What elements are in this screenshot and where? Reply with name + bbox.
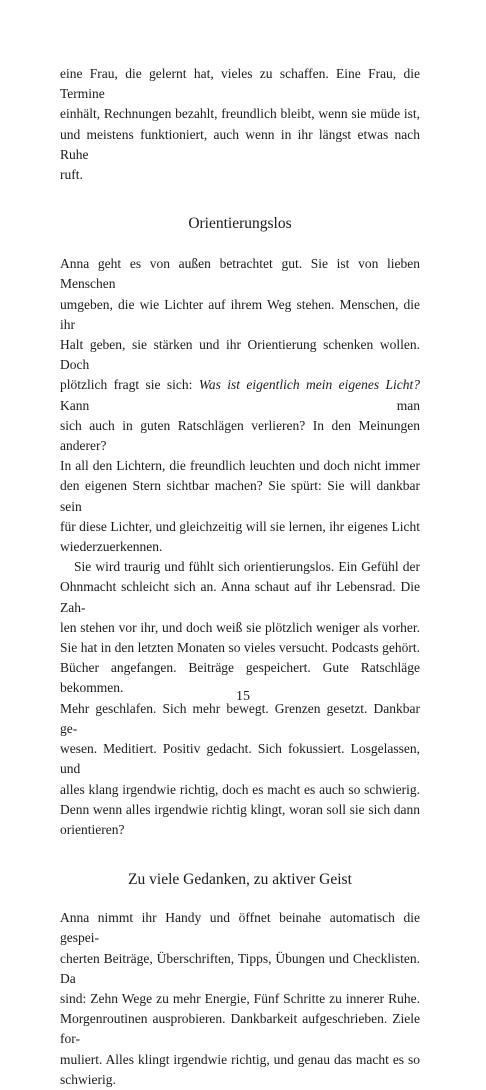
section-heading-orientierungslos: Orientierungslos	[188, 215, 292, 233]
text-line: Anna nimmt ihr Handy und öffnet beinahe automatisch die gespei-	[60, 910, 420, 946]
text-line: umgeben, die wie Lichter auf ihrem Weg stehen. Menschen, die ihr	[60, 296, 420, 332]
page-content	[60, 64, 420, 1090]
page-number: 15	[236, 689, 250, 704]
text-line: einhält, Rechnungen bezahlt, freundlich bleibt, wenn sie müde ist,	[60, 106, 420, 122]
text-line	[60, 375, 420, 415]
text-line: len stehen vor ihr, und doch weiß sie plötzlich weniger als vorher.	[60, 619, 420, 635]
text-line: In all den Lichtern, die freundlich leuchten und doch nicht immer	[60, 458, 420, 474]
text-line: alles klang irgendwie richtig, doch es macht es auch so schwierig.	[60, 781, 420, 797]
section1-paragraph-1	[60, 254, 420, 557]
text-line: für diese Lichter, und gleichzeitig will sie lernen, ihr eigenes Licht	[60, 518, 420, 534]
section2-paragraph-1	[60, 908, 420, 1090]
italic-question: Was ist eigentlich mein eigenes Licht?	[198, 377, 421, 393]
text-line: den eigenen Stern sichtbar machen? Sie spürt: Sie will dankbar sein	[60, 478, 420, 514]
intro-paragraph	[60, 64, 420, 185]
text-line: wesen. Meditiert. Positiv gedacht. Sich fokussiert. Losgelassen, und	[60, 741, 420, 777]
text-line: Ohnmacht schleicht sich an. Anna schaut auf ihr Lebensrad. Die Zah-	[60, 579, 420, 615]
text-line: Bücher angefangen. Beiträge gespeichert. Gute Ratschläge bekommen.	[60, 660, 420, 696]
text-line: ruft.	[60, 167, 83, 183]
text-line: Halt geben, sie stärken und ihr Orientierung schenken wollen. Doch	[60, 337, 420, 373]
text-line: Morgenroutinen ausprobieren. Dankbarkeit aufgeschrieben. Ziele for-	[60, 1011, 420, 1047]
text-line: Sie hat in den letzten Monaten so vieles versucht. Podcasts gehört.	[60, 640, 420, 656]
section-heading-gedanken: Zu viele Gedanken, zu aktiver Geist	[128, 871, 352, 889]
text-line: schwierig.	[60, 1071, 116, 1087]
text-line: Anna geht es von außen betrachtet gut. Sie ist von lieben Menschen	[60, 256, 420, 292]
text-line: cherten Beiträge, Überschriften, Tipps, Übungen und Checklisten. Da	[60, 950, 420, 986]
text-line: Denn wenn alles irgendwie richtig klingt, woran soll sie sich dann	[60, 801, 420, 817]
text-line: sind: Zehn Wege zu mehr Energie, Fünf Schritte zu innerer Ruhe.	[60, 990, 420, 1006]
text-line: Mehr geschlafen. Sich mehr bewegt. Grenzen gesetzt. Dankbar ge-	[60, 700, 420, 736]
text-line: wiederzuerkennen.	[60, 539, 163, 555]
text-line: muliert. Alles klingt irgendwie richtig, und genau das macht es so	[60, 1051, 420, 1067]
text-line: eine Frau, die gelernt hat, vieles zu schaffen. Eine Frau, die Termine	[60, 66, 420, 102]
text-line: Sie wird traurig und fühlt sich orientierungslos. Ein Gefühl der	[74, 559, 420, 575]
text-fragment: plötzlich fragt sie sich:	[60, 377, 199, 393]
text-line: orientieren?	[60, 821, 125, 837]
text-line: sich auch in guten Ratschlägen verlieren? In den Meinungen anderer?	[60, 417, 420, 454]
text-line: und meistens funktioniert, auch wenn in ihr längst etwas nach Ruhe	[60, 126, 420, 162]
text-fragment: Kann man	[60, 397, 420, 413]
